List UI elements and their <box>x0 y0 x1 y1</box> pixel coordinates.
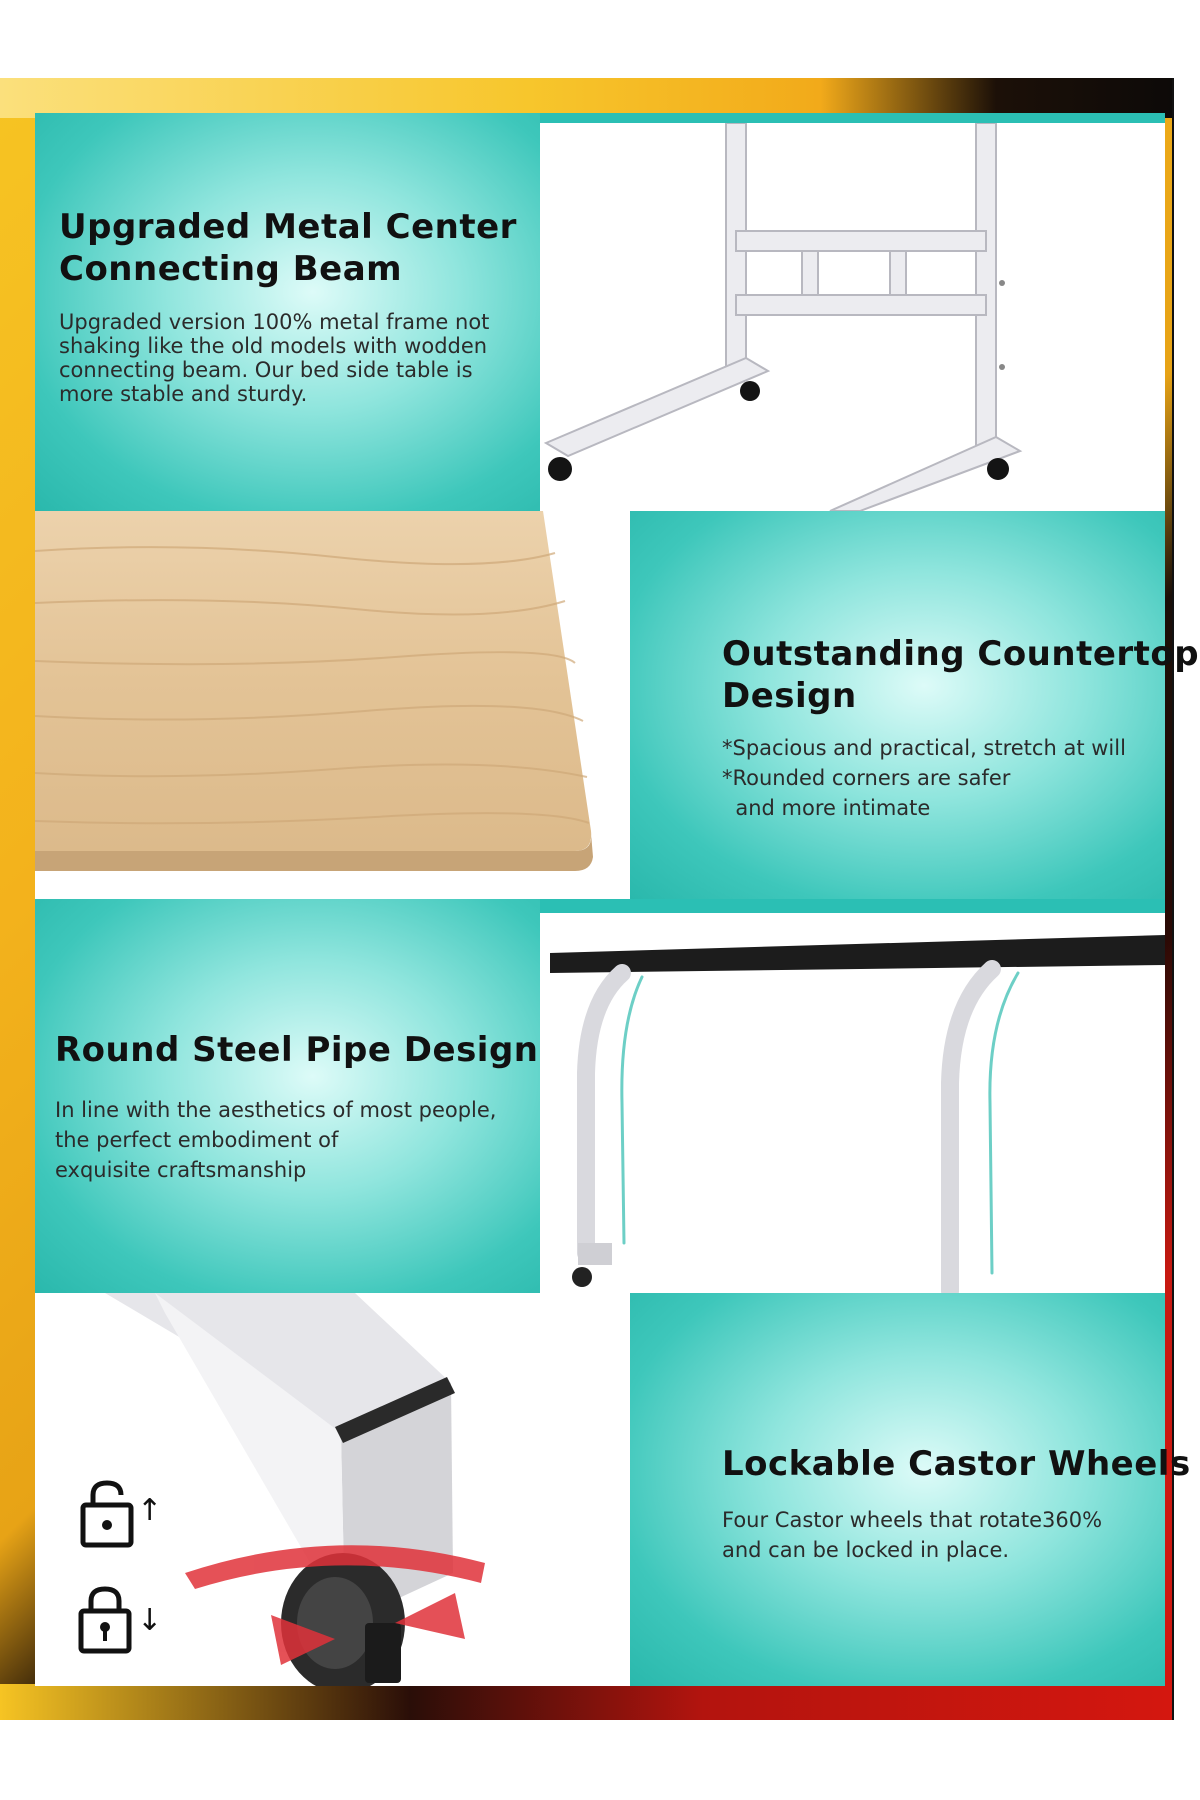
wheels-description-line: and can be locked in place. <box>722 1538 1010 1562</box>
countertop-description-line: *Spacious and practical, stretch at will <box>722 736 1126 760</box>
pipe-heading <box>55 1029 539 1071</box>
countertop-description-line: *Rounded corners are safer <box>722 766 1011 790</box>
beam-description-line: connecting beam. Our bed side table is <box>59 358 473 382</box>
pipe-description-line: exquisite craftsmanship <box>55 1158 307 1182</box>
countertop-text-panel <box>630 511 1200 899</box>
wheels-description-line: Four Castor wheels that rotate360% <box>722 1508 1103 1532</box>
beam-description <box>59 310 489 406</box>
beam-description-line: shaking like the old models with wodden <box>59 334 488 358</box>
wheels-heading <box>722 1443 1191 1485</box>
beam-heading-line: Upgraded Metal Center <box>59 207 517 247</box>
upper-crossbar <box>736 231 986 251</box>
beam-heading-line: Connecting Beam <box>59 249 403 289</box>
beam-heading <box>59 206 517 290</box>
wheels-description <box>722 1505 1102 1565</box>
wheel-brake-lever <box>365 1623 401 1683</box>
wheels-heading-line: Lockable Castor Wheels <box>722 1444 1191 1484</box>
pipe-description <box>55 1095 496 1185</box>
beam-strut <box>802 251 818 295</box>
unlock-arrow: ↑ <box>137 1493 163 1528</box>
beam-description-line: more stable and sturdy. <box>59 382 308 406</box>
frame-bottom-band <box>0 1684 1172 1720</box>
castor-wheel-photo <box>35 1293 630 1686</box>
pipe-heading-line: Round Steel Pipe Design <box>55 1030 539 1070</box>
metal-frame-photo <box>540 123 1165 511</box>
left-foot <box>546 358 768 456</box>
pipe-text-panel <box>35 899 540 1293</box>
pipe-description-line: the perfect embodiment of <box>55 1128 339 1152</box>
countertop-wood-photo <box>35 511 630 899</box>
lower-crossbar <box>736 295 986 315</box>
countertop-heading-line: Design <box>722 676 857 716</box>
beam-strut <box>890 251 906 295</box>
frame-right-post <box>976 123 996 453</box>
feature-grid <box>35 113 1200 1686</box>
lock-arrow: ↓ <box>137 1603 163 1638</box>
frame-top-band <box>0 78 1172 118</box>
left-steel-pipe <box>586 973 622 1253</box>
countertop-heading-line: Outstanding Countertop <box>722 634 1200 674</box>
beam-description-line: Upgraded version 100% metal frame not <box>59 310 490 334</box>
right-steel-pipe <box>950 969 992 1291</box>
countertop-description-line: and more intimate <box>722 796 931 820</box>
countertop-description <box>722 733 1126 823</box>
black-tabletop <box>550 935 1165 973</box>
countertop-heading <box>722 633 1199 717</box>
beam-text-panel <box>35 113 540 511</box>
wheels-text-panel <box>630 1293 1191 1686</box>
pipe-description-line: In line with the aesthetics of most people, <box>55 1098 497 1122</box>
steel-pipe-photo <box>540 913 1165 1293</box>
